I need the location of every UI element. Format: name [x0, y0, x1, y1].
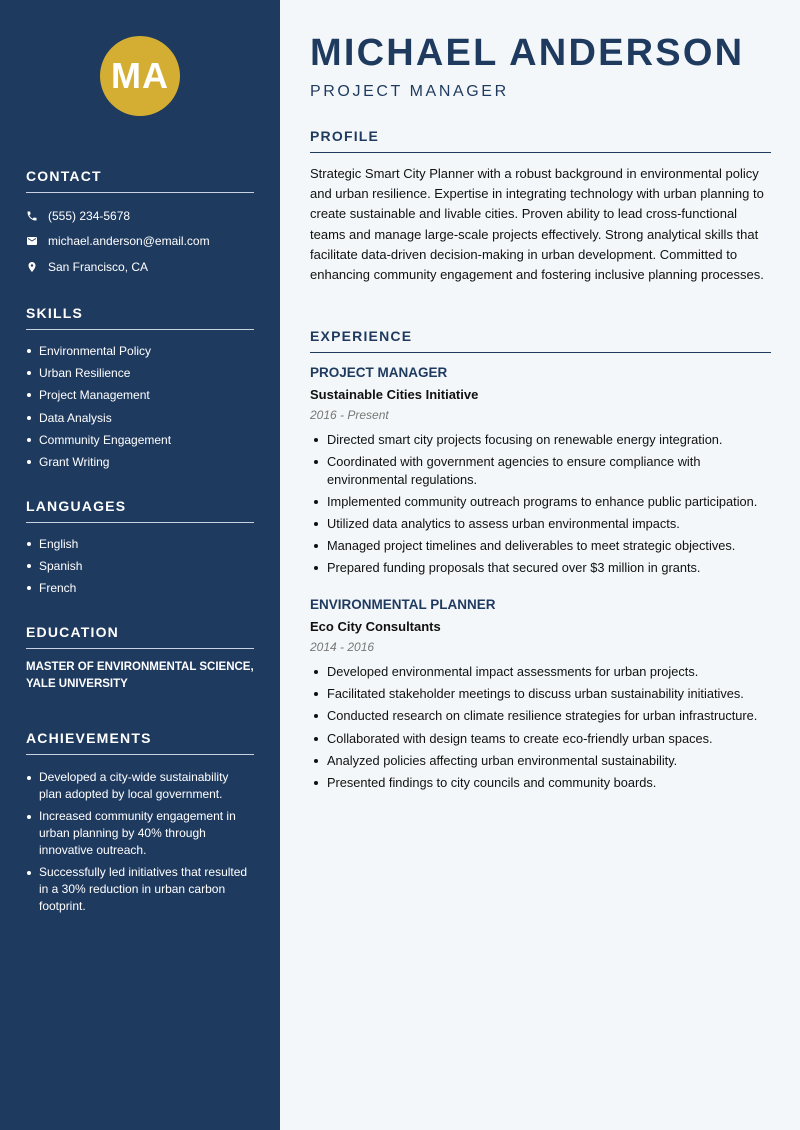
- skill-item: Grant Writing: [26, 451, 254, 473]
- education-degree: [26, 659, 254, 693]
- job-bullet: Prepared funding proposals that secured over $3 million in grants.: [310, 559, 771, 577]
- job-bullet: Collaborated with design teams to create eco-friendly urban spaces.: [310, 730, 771, 748]
- job-bullet: Implemented community outreach programs to enhance public participation.: [310, 493, 771, 511]
- job-dates: 2014 - 2016: [310, 639, 375, 654]
- skill-item: Environmental Policy: [26, 340, 254, 362]
- skills-section: [26, 305, 254, 473]
- contact-phone: [26, 203, 254, 229]
- job-entry: [310, 597, 771, 791]
- job-bullet: Coordinated with government agencies to ensure compliance with environmental regulations.: [310, 453, 771, 488]
- contact-heading: CONTACT: [26, 168, 254, 193]
- job-bullet: Directed smart city projects focusing on renewable energy integration.: [310, 431, 771, 449]
- profile-heading: PROFILE: [310, 128, 771, 153]
- languages-section: [26, 498, 254, 600]
- skill-item: Project Management: [26, 384, 254, 406]
- job-bullet: Developed environmental impact assessments for urban projects.: [310, 663, 771, 681]
- experience-section: [310, 328, 771, 796]
- skills-list: [26, 340, 254, 473]
- language-item: English: [26, 533, 254, 555]
- education-line-2: YALE UNIVERSITY: [26, 678, 128, 690]
- education-heading: EDUCATION: [26, 624, 254, 649]
- languages-list: [26, 533, 254, 600]
- phone-text: (555) 234-5678: [48, 208, 131, 223]
- job-bullet: Analyzed policies affecting urban environmental sustainability.: [310, 752, 771, 770]
- candidate-title: PROJECT MANAGER: [310, 83, 509, 100]
- contact-location: [26, 254, 254, 280]
- achievements-list: [26, 769, 254, 915]
- education-line-1: MASTER OF ENVIRONMENTAL SCIENCE,: [26, 661, 254, 673]
- job-bullet: Presented findings to city councils and community boards.: [310, 774, 771, 792]
- location-text: San Francisco, CA: [48, 259, 149, 274]
- avatar: MA: [100, 36, 180, 116]
- job-bullet: Facilitated stakeholder meetings to discuss urban sustainability initiatives.: [310, 685, 771, 703]
- contact-email: [26, 229, 254, 255]
- experience-heading: EXPERIENCE: [310, 328, 771, 353]
- education-section: [26, 624, 254, 693]
- job-bullets: [310, 663, 771, 791]
- achievements-heading: ACHIEVEMENTS: [26, 730, 254, 755]
- job-company: Sustainable Cities Initiative: [310, 387, 479, 402]
- profile-text: Strategic Smart City Planner with a robust background in environmental policy and urban resilience. Expertise in integrating technology with urban planning to create sustainable and livable cities. Proven ability to lead cross-functional teams and manage large-scale projects effectively. Strong analytical skills that facilitate data-driven decision-making in urban development. Committed to enhancing community engagement and fostering inclusive planning processes.: [310, 166, 764, 283]
- job-bullet: Conducted research on climate resilience strategies for urban infrastructure.: [310, 707, 771, 725]
- languages-heading: LANGUAGES: [26, 498, 254, 523]
- achievement-item: Developed a city-wide sustainability plan adopted by local government.: [26, 769, 254, 803]
- achievement-item: Increased community engagement in urban planning by 40% through innovative outreach.: [26, 808, 254, 859]
- language-item: Spanish: [26, 555, 254, 577]
- job-dates: 2016 - Present: [310, 408, 389, 422]
- job-title: ENVIRONMENTAL PLANNER: [310, 596, 496, 612]
- language-item: French: [26, 577, 254, 599]
- candidate-name: MICHAEL ANDERSON: [310, 32, 745, 74]
- skill-item: Urban Resilience: [26, 362, 254, 384]
- job-bullet: Managed project timelines and deliverables to meet strategic objectives.: [310, 537, 771, 555]
- profile-section: [310, 128, 771, 285]
- skill-item: Data Analysis: [26, 407, 254, 429]
- skills-heading: SKILLS: [26, 305, 254, 330]
- email-text: michael.anderson@email.com: [48, 234, 210, 249]
- sidebar: [0, 0, 280, 1130]
- achievements-section: [26, 730, 254, 920]
- skill-item: Community Engagement: [26, 429, 254, 451]
- job-title: PROJECT MANAGER: [310, 365, 448, 380]
- contact-section: [26, 168, 254, 280]
- location-pin-icon: [26, 261, 38, 273]
- job-bullet: Utilized data analytics to assess urban environmental impacts.: [310, 515, 771, 533]
- job-bullets: [310, 431, 771, 577]
- phone-icon: [26, 210, 38, 222]
- job-entry: [310, 365, 771, 577]
- contact-list: [26, 203, 254, 280]
- email-icon: [26, 235, 38, 247]
- achievement-item: Successfully led initiatives that resulted in a 30% reduction in urban carbon footprint.: [26, 864, 254, 915]
- job-company: Eco City Consultants: [310, 618, 441, 634]
